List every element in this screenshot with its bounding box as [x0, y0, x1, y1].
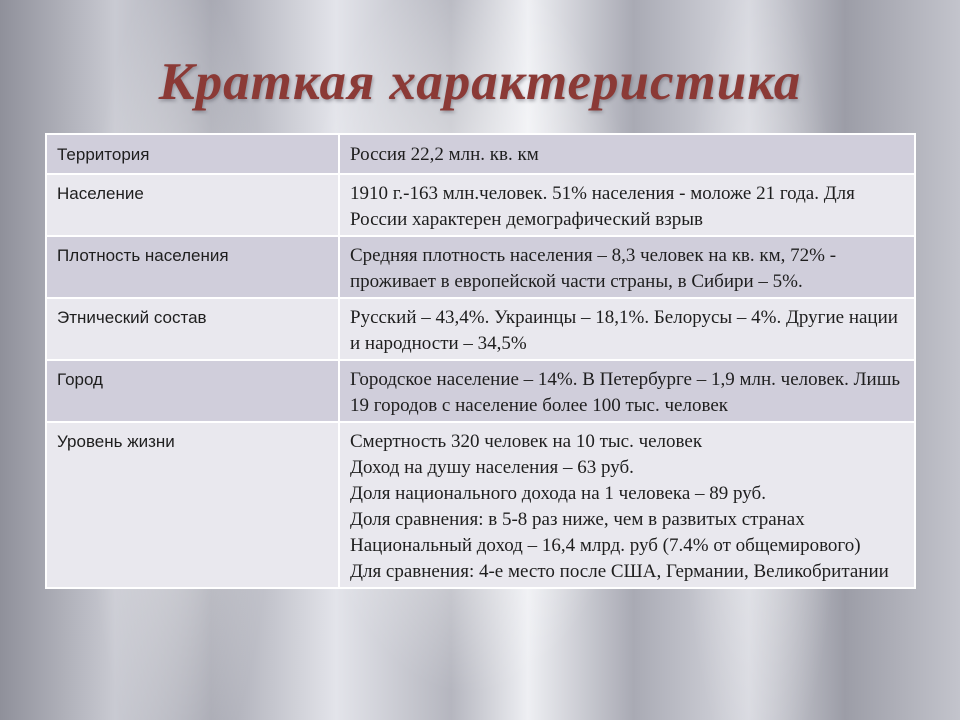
- characteristics-table: [45, 133, 916, 589]
- row-value-ethnic: [339, 298, 915, 360]
- table-row-territory: [46, 134, 915, 174]
- table-row-living-standard: [46, 422, 915, 588]
- row-label-living-standard: Уровень жизни: [46, 422, 339, 588]
- row-value-line: Русский – 43,4%. Украинцы – 18,1%. Белорусы – 4%. Другие нации и народности – 34,5%: [350, 307, 898, 354]
- row-label-population: Население: [46, 174, 339, 236]
- row-value-line: 1910 г.-163 млн.человек. 51% населения - моложе 21 года. Для России характерен демографический взрыв: [350, 183, 855, 230]
- row-value-line: Доля национального дохода на 1 человека – 89 руб.: [350, 483, 766, 504]
- row-value-living-standard: [339, 422, 915, 588]
- row-value-line: Доход на душу населения – 63 руб.: [350, 457, 634, 478]
- row-value-territory: [339, 134, 915, 174]
- row-value-line: Городское население – 14%. В Петербурге – 1,9 млн. человек. Лишь 19 городов с население более 100 тыс. человек: [350, 369, 901, 416]
- row-label-territory: Территория: [46, 134, 339, 174]
- row-value-city: [339, 360, 915, 422]
- row-value-line: Для сравнения: 4-е место после США, Германии, Великобритании: [350, 561, 889, 582]
- slide-title: Краткая характеристика: [158, 53, 802, 111]
- table-row-density: [46, 236, 915, 298]
- row-value-line: Национальный доход – 16,4 млрд. руб (7.4% от общемирового): [350, 535, 861, 556]
- row-value-line: Россия 22,2 млн. кв. км: [350, 144, 539, 165]
- row-value-line: Доля сравнения: в 5-8 раз ниже, чем в развитых странах: [350, 509, 805, 530]
- row-value-line: Средняя плотность населения – 8,3 человек на кв. км, 72% - проживает в европейской части страны, в Сибири – 5%.: [350, 245, 837, 292]
- row-value-density: [339, 236, 915, 298]
- row-value-line: Смертность 320 человек на 10 тыс. человек: [350, 431, 703, 452]
- row-label-city: Город: [46, 360, 339, 422]
- row-label-ethnic: Этнический состав: [46, 298, 339, 360]
- row-label-density: Плотность населения: [46, 236, 339, 298]
- row-value-population: [339, 174, 915, 236]
- table-row-city: [46, 360, 915, 422]
- table-row-ethnic: [46, 298, 915, 360]
- table-row-population: [46, 174, 915, 236]
